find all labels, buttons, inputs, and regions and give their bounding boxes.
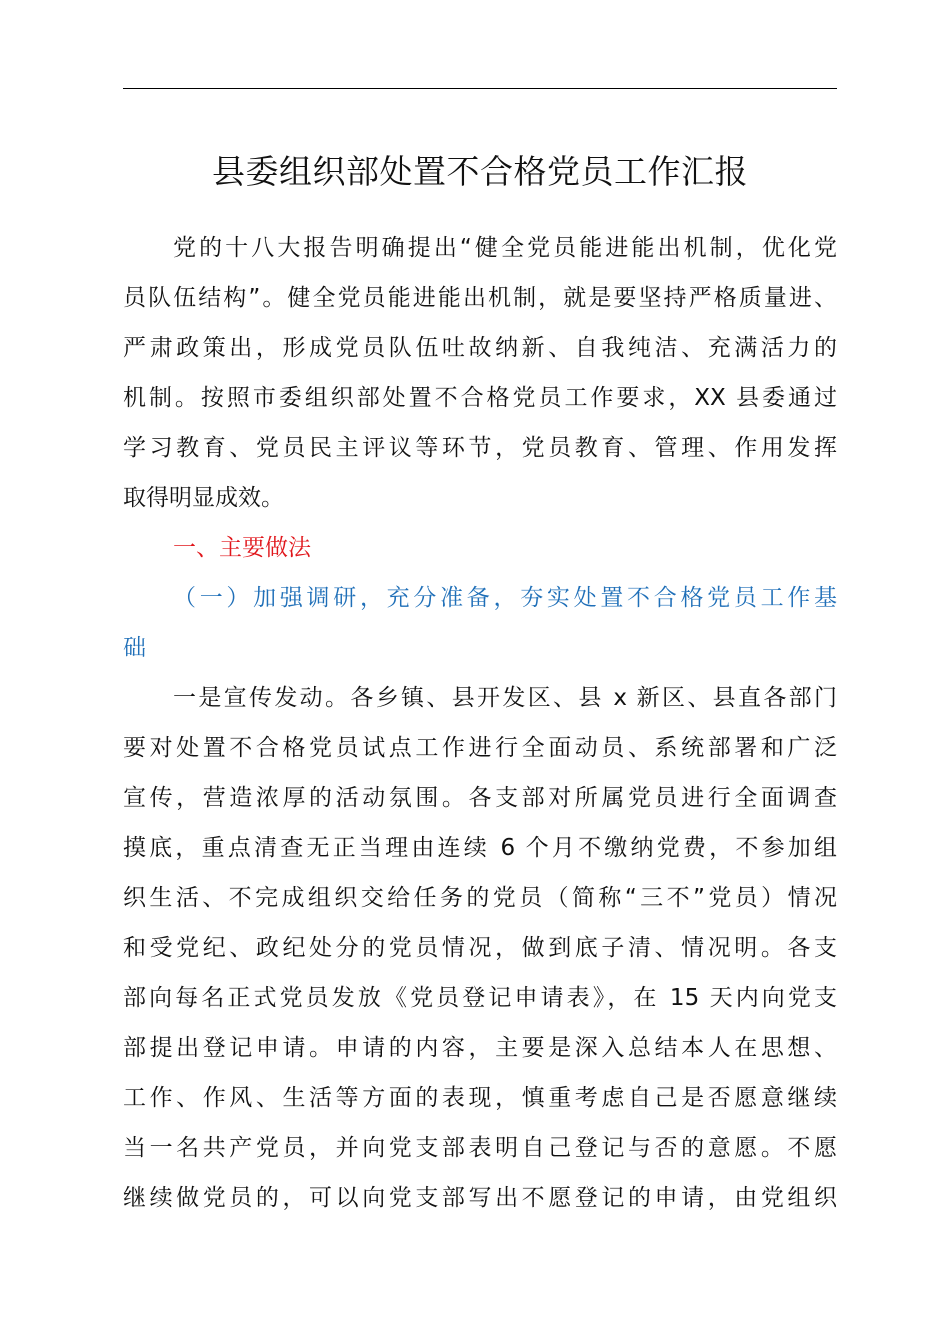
body-line: 和受党纪、政纪处分的党员情况，做到底子清、情况明。各支	[123, 935, 837, 961]
subsection-heading-line: （一）加强调研，充分准备，夯实处置不合格党员工作基	[173, 585, 837, 611]
intro-line: 员队伍结构”。健全党员能进能出机制，就是要坚持严格质量进、	[123, 285, 837, 311]
body-line: 织生活、不完成组织交给任务的党员（简称“三不”党员）情况	[123, 885, 837, 911]
intro-paragraph	[123, 223, 837, 523]
body-line: 部提出登记申请。申请的内容，主要是深入总结本人在思想、	[123, 1035, 837, 1061]
intro-line: 学习教育、党员民主评议等环节，党员教育、管理、作用发挥	[123, 435, 837, 461]
body-line: 一是宣传发动。各乡镇、县开发区、县 x 新区、县直各部门	[173, 685, 837, 711]
intro-line: 党的十八大报告明确提出“健全党员能进能出机制，优化党	[173, 235, 837, 261]
subsection-heading	[123, 573, 837, 673]
intro-line: 取得明显成效。	[123, 485, 284, 511]
section-heading-text: 一、主要做法	[173, 535, 311, 561]
body-line: 宣传，营造浓厚的活动氛围。各支部对所属党员进行全面调查	[123, 785, 837, 811]
subsection-heading-line: 础	[123, 635, 146, 661]
body-line: 继续做党员的，可以向党支部写出不愿登记的申请，由党组织	[123, 1185, 837, 1211]
body-line: 要对处置不合格党员试点工作进行全面动员、系统部署和广泛	[123, 735, 837, 761]
body-line: 部向每名正式党员发放《党员登记申请表》，在 15 天内向党支	[123, 985, 837, 1011]
header-rule	[123, 88, 837, 89]
document-body	[123, 223, 837, 1223]
section-heading	[123, 523, 837, 573]
body-paragraph	[123, 673, 837, 1223]
body-line: 当一名共产党员，并向党支部表明自己登记与否的意愿。不愿	[123, 1135, 837, 1161]
body-line: 摸底，重点清查无正当理由连续 6 个月不缴纳党费，不参加组	[123, 835, 837, 861]
intro-line: 机制。按照市委组织部处置不合格党员工作要求，XX 县委通过	[123, 385, 837, 411]
body-line: 工作、作风、生活等方面的表现，慎重考虑自己是否愿意继续	[123, 1085, 837, 1111]
intro-line: 严肃政策出，形成党员队伍吐故纳新、自我纯洁、充满活力的	[123, 335, 837, 361]
document-title: 县委组织部处置不合格党员工作汇报	[212, 152, 748, 191]
